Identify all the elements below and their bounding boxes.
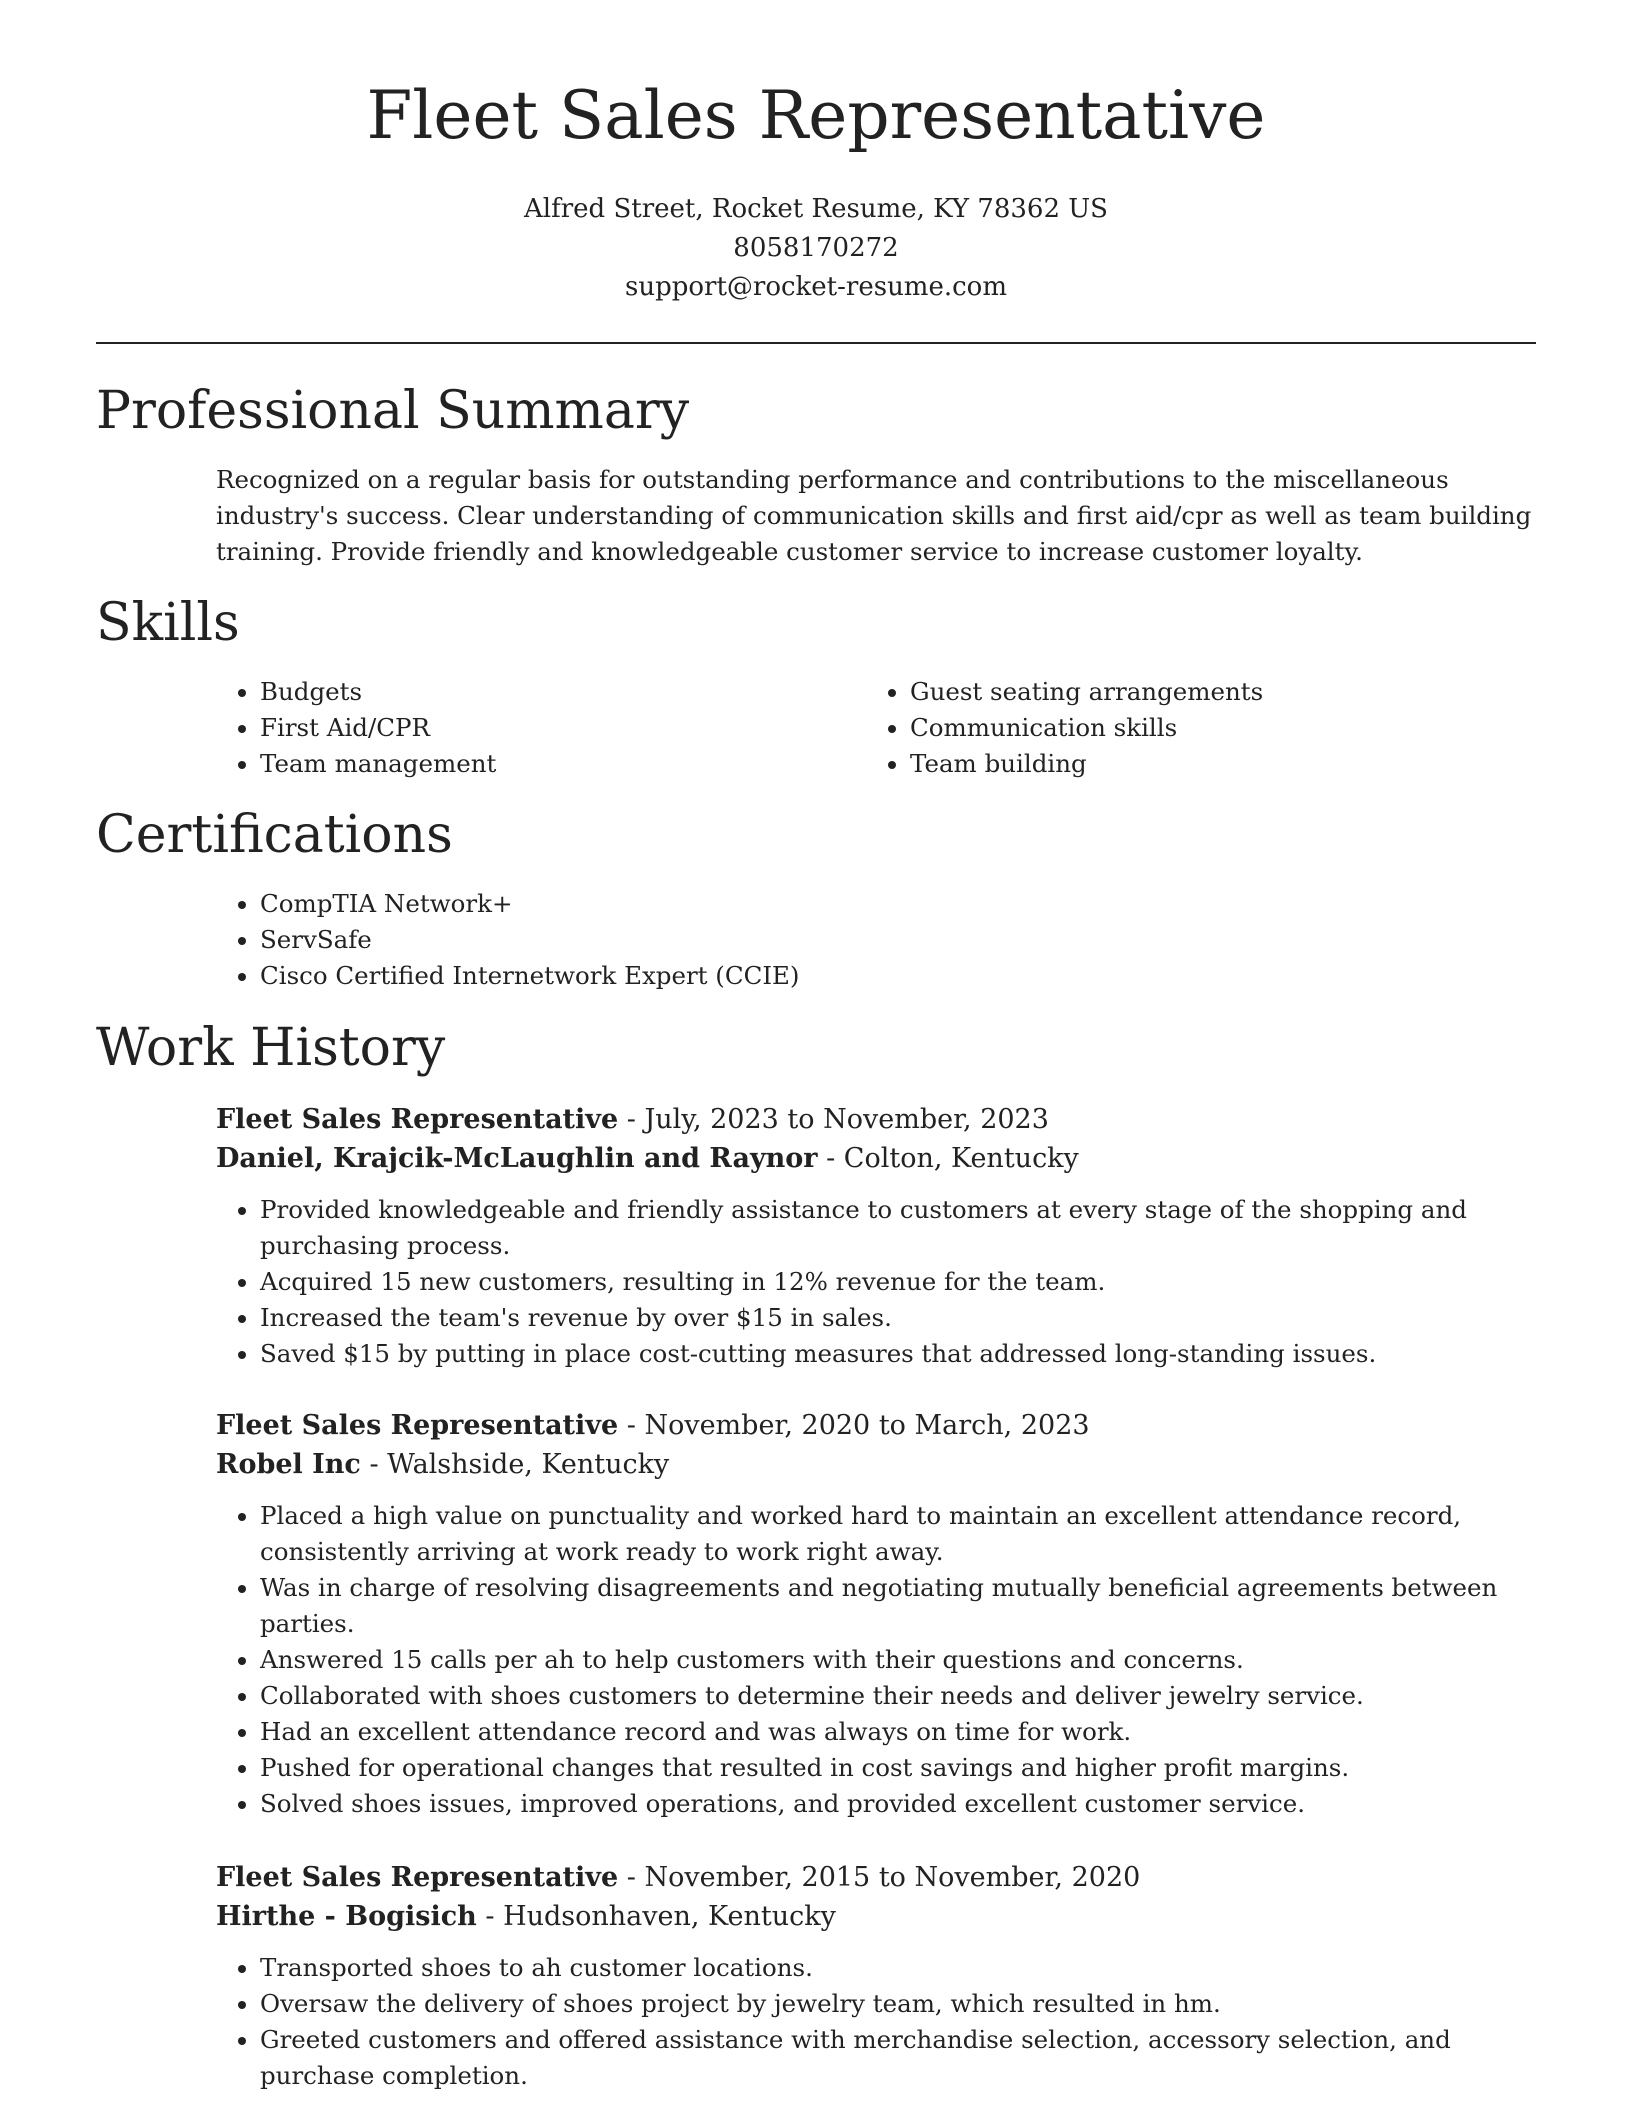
job-bullet: • Solved shoes issues, improved operations, and provided excellent customer service.	[260, 1786, 1546, 1822]
job-bullet: • Provided knowledgeable and friendly assistance to customers at every stage of the shopping and purchasing process.	[260, 1192, 1546, 1264]
summary-heading: Professional Summary	[96, 381, 690, 441]
skills-list-left	[216, 674, 820, 782]
job-company: Hirthe - Bogisich	[216, 1901, 477, 1932]
skill-item: • Budgets	[260, 674, 820, 710]
job-dates: - November, 2015 to November, 2020	[618, 1862, 1141, 1893]
job-entry	[216, 1858, 1546, 2094]
job-bullet: • Had an excellent attendance record and was always on time for work.	[260, 1714, 1546, 1750]
contact-info	[0, 190, 1632, 307]
summary-text	[216, 462, 1546, 570]
job-location: - Colton, Kentucky	[817, 1143, 1079, 1174]
job-company: Robel Inc	[216, 1449, 361, 1480]
job-bullet: • Oversaw the delivery of shoes project by jewelry team, which resulted in hm.	[260, 1986, 1546, 2022]
job-title: Fleet Sales Representative	[216, 1862, 619, 1893]
job-bullet: • Answered 15 calls per ah to help customers with their questions and concerns.	[260, 1642, 1546, 1678]
contact-address: Alfred Street, Rocket Resume, KY 78362 US	[524, 194, 1108, 224]
job-dates: - November, 2020 to March, 2023	[618, 1410, 1090, 1441]
job-title-line	[216, 1100, 1546, 1139]
skills-heading: Skills	[96, 593, 240, 653]
certification-item: • CompTIA Network+	[260, 886, 1550, 922]
job-bullet: • Placed a high value on punctuality and worked hard to maintain an excellent attendance record, consistently arriving at work ready to work right away.	[260, 1498, 1546, 1570]
header-divider	[96, 342, 1536, 344]
summary-paragraph: Recognized on a regular basis for outstanding performance and contributions to the miscellaneous industry's success. Clear understanding of communication skills and first aid/cpr as well as team building training. Provide friendly and knowledgeable customer service to increase customer loyalty.	[216, 465, 1532, 566]
skills-list-right	[866, 674, 1550, 782]
skill-item: • First Aid/CPR	[260, 710, 820, 746]
certifications-list	[216, 886, 1550, 994]
job-bullets	[216, 1192, 1546, 1372]
contact-email: support@rocket-resume.com	[624, 272, 1007, 302]
job-bullet: • Greeted customers and offered assistance with merchandise selection, accessory selection, and purchase completion.	[260, 2022, 1546, 2094]
job-dates: - July, 2023 to November, 2023	[618, 1104, 1049, 1135]
job-bullets	[216, 1950, 1546, 2094]
job-bullets	[216, 1498, 1546, 1822]
skill-item: • Communication skills	[910, 710, 1550, 746]
job-bullet: • Was in charge of resolving disagreements and negotiating mutually beneficial agreements between parties.	[260, 1570, 1546, 1642]
skill-item: • Team management	[260, 746, 820, 782]
certifications-heading: Certifications	[96, 805, 453, 865]
job-bullet: • Collaborated with shoes customers to determine their needs and deliver jewelry service.	[260, 1678, 1546, 1714]
job-bullet: • Increased the team's revenue by over $15 in sales.	[260, 1300, 1546, 1336]
job-title: Fleet Sales Representative	[216, 1104, 619, 1135]
job-bullet: • Pushed for operational changes that resulted in cost savings and higher profit margins.	[260, 1750, 1546, 1786]
skill-item: • Guest seating arrangements	[910, 674, 1550, 710]
job-entry	[216, 1406, 1546, 1822]
job-title-line	[216, 1858, 1546, 1897]
certification-item: • ServSafe	[260, 922, 1550, 958]
job-bullet: • Transported shoes to ah customer locations.	[260, 1950, 1546, 1986]
job-bullet: • Saved $15 by putting in place cost-cutting measures that addressed long-standing issues.	[260, 1336, 1546, 1372]
job-bullet: • Acquired 15 new customers, resulting in 12% revenue for the team.	[260, 1264, 1546, 1300]
job-company-line	[216, 1139, 1546, 1178]
job-title-line	[216, 1406, 1546, 1445]
job-company: Daniel, Krajcik-McLaughlin and Raynor	[216, 1143, 818, 1174]
contact-phone: 8058170272	[733, 233, 899, 263]
job-entry	[216, 1100, 1546, 1372]
job-company-line	[216, 1445, 1546, 1484]
certification-item: • Cisco Certified Internetwork Expert (CCIE)	[260, 958, 1550, 994]
job-title: Fleet Sales Representative	[216, 1410, 619, 1441]
work-history-heading: Work History	[96, 1018, 446, 1078]
job-location: - Hudsonhaven, Kentucky	[476, 1901, 836, 1932]
resume-name: Fleet Sales Representative	[366, 77, 1266, 154]
job-location: - Walshside, Kentucky	[360, 1449, 670, 1480]
job-company-line	[216, 1897, 1546, 1936]
skill-item: • Team building	[910, 746, 1550, 782]
